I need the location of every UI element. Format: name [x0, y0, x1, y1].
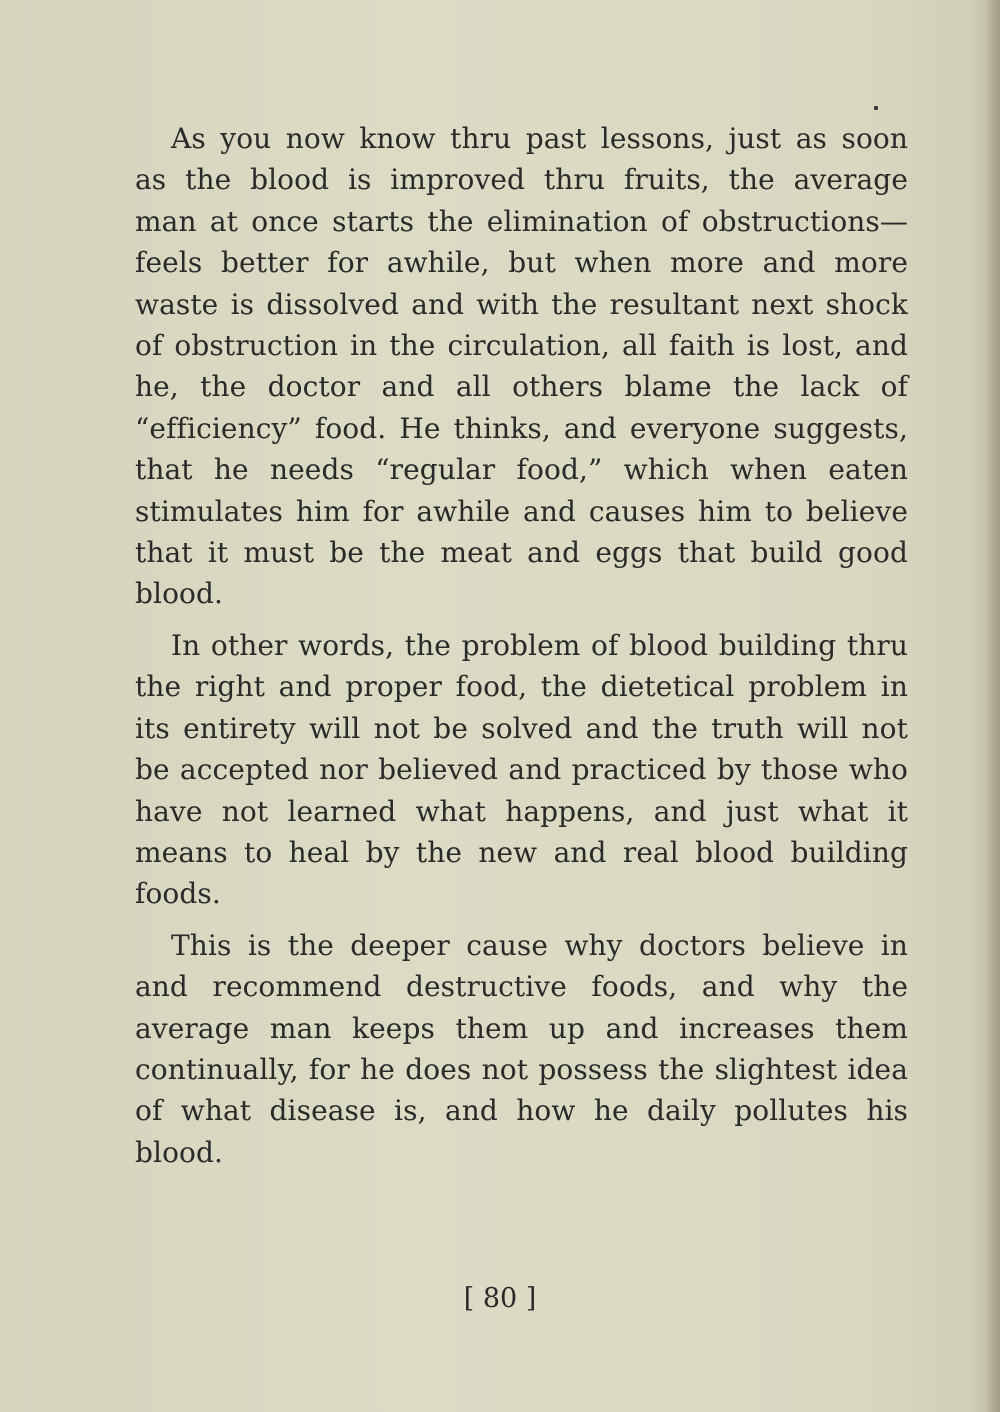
page-number: [ 80 ]: [463, 1283, 537, 1314]
print-speck: [874, 106, 878, 110]
page-edge-shadow: [986, 0, 1000, 1412]
paragraph-1: As you now know thru past lessons, just as soon as the blood is improved thru fruits, the average man at once starts the elimination of obstructions—feels better for awhile, but when more and more waste is dissolved and with the resultant next shock of obstruction in the circulation, all faith is lost, and he, the doctor and all others blame the lack of “efficiency” food. He thinks, and everyone suggests, that he needs “regular food,” which when eaten stimulates him for awhile and causes him to believe that it must be the meat and eggs that build good blood.: [135, 122, 908, 611]
paragraph-3: This is the deeper cause why doctors believe in and recommend destructive foods, and why the average man keeps them up and increases them continually, for he does not possess the slightest idea of what disease is, and how he daily pollutes his blood.: [135, 928, 908, 1169]
paragraph-2: In other words, the problem of blood building thru the right and proper food, the dietetical problem in its entirety will not be solved and the truth will not be accepted nor believed and practiced by those who have not learned what happens, and just what it means to heal by the new and real blood building foods.: [135, 628, 908, 911]
body-text: [135, 118, 908, 1183]
